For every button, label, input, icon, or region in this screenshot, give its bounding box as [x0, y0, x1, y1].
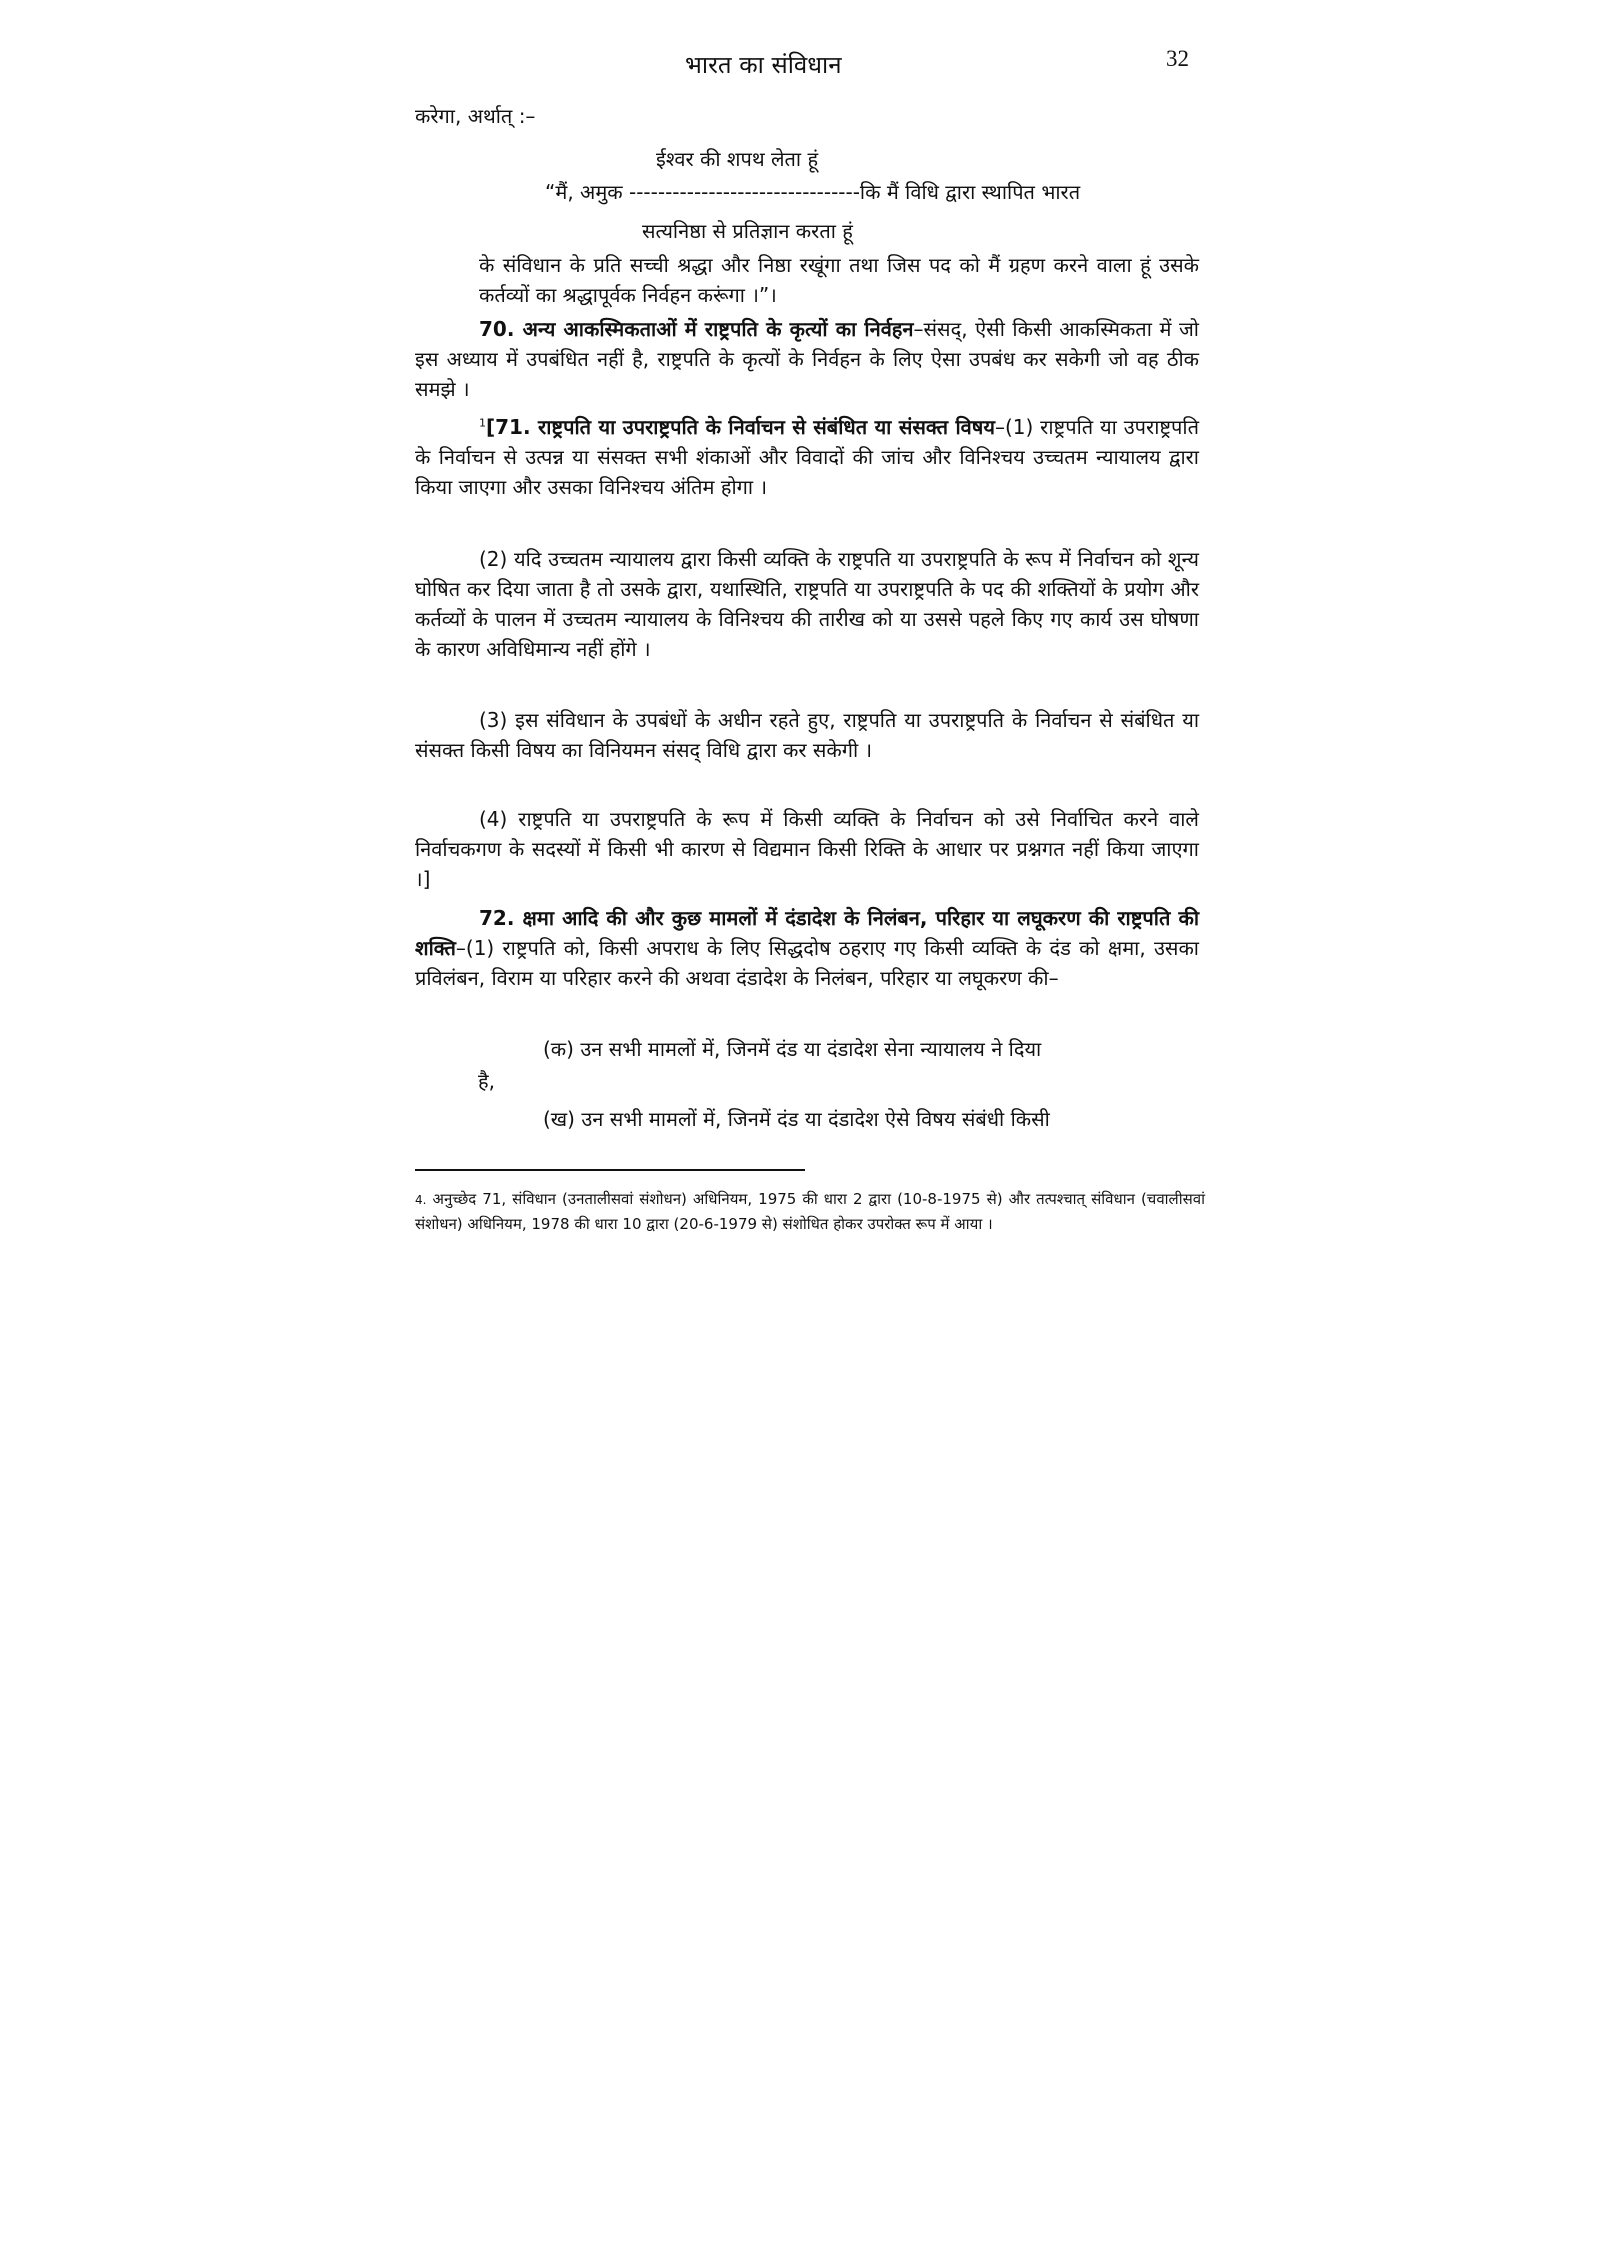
article-71-heading: [71. राष्ट्रपति या उपराष्ट्रपति के निर्वाचन से संबंधित या संसक्त विषय: [486, 415, 995, 439]
oath-ending: के संविधान के प्रति सच्ची श्रद्धा और निष्ठा रखूंगा तथा जिस पद को मैं ग्रहण करने वाला हूं उसके कर्तव्यों का श्रद्धापूर्वक निर्वहन करूंगा ।”।: [479, 253, 1199, 307]
footnote-marker: 4.: [415, 1193, 427, 1207]
footnote-separator: [415, 1169, 805, 1171]
oath-alternative-top: ईश्वर की शपथ लेता हूं: [656, 147, 819, 171]
footnote-reference: 1: [479, 416, 486, 430]
article-72-text: –(1) राष्ट्रपति को, किसी अपराध के लिए सिद्धदोष ठहराए गए किसी व्यक्ति के दंड को क्षमा, उसका प्रविलंबन, विराम या परिहार करने की अथवा दंडादेश के निलंबन, परिहार या लघूकरण की–: [415, 936, 1199, 990]
footnote-text: अनुच्छेद 71, संविधान (उनतालीसवां संशोधन) अधिनियम, 1975 की धारा 2 द्वारा (10-8-1975 से) और तत्पश्चात् संविधान (चवालीसवां संशोधन) अधिनियम, 1978 की धारा 10 द्वारा (20-6-1979 से) संशोधित होकर उपरोक्त रूप में आया ।: [415, 1190, 1205, 1233]
article-71-text: –(1) राष्ट्रपति या उपराष्ट्रपति के निर्वाचन से उत्पन्न या संसक्त सभी शंकाओं और विवादों की जांच और विनिश्चय उच्चतम न्यायालय द्वारा किया जाएगा और उसका विनिश्चय अंतिम होगा ।: [415, 415, 1199, 499]
running-header-title: भारत का संविधान: [685, 51, 842, 79]
article-71-clause-4: (4) राष्ट्रपति या उपराष्ट्रपति के रूप में किसी व्यक्ति के निर्वाचन को उसे निर्वाचित करने वाले निर्वाचकगण के सदस्यों में किसी भी कारण से विद्यमान किसी रिक्ति के आधार पर प्रश्नगत नहीं किया जाएगा ।]: [415, 807, 1199, 891]
oath-intro: करेगा, अर्थात् :–: [415, 104, 536, 128]
article-70: [415, 314, 1199, 404]
page-number: 32: [1166, 46, 1189, 71]
oath-main-line: “मैं, अमुक --------------------------------कि मैं विधि द्वारा स्थापित भारत: [545, 180, 1081, 204]
article-72-item-ka-continuation: है,: [478, 1069, 495, 1093]
article-72-item-kha: (ख) उन सभी मामलों में, जिनमें दंड या दंडादेश ऐसे विषय संबंधी किसी: [543, 1107, 1050, 1131]
article-71-clause-3: (3) इस संविधान के उपबंधों के अधीन रहते हुए, राष्ट्रपति या उपराष्ट्रपति के निर्वाचन से संबंधित या संसक्त किसी विषय का विनियमन संसद् विधि द्वारा कर सकेगी ।: [415, 708, 1199, 762]
article-70-heading: 70. अन्य आकस्मिकताओं में राष्ट्रपति के कृत्यों का निर्वहन: [479, 317, 914, 341]
oath-alternative-bottom: सत्यनिष्ठा से प्रतिज्ञान करता हूं: [642, 219, 853, 243]
article-72-item-ka: (क) उन सभी मामलों में, जिनमें दंड या दंडादेश सेना न्यायालय ने दिया: [543, 1037, 1042, 1061]
article-70-text: –संसद्, ऐसी किसी आकस्मिकता में जो इस अध्याय में उपबंधित नहीं है, राष्ट्रपति के कृत्यों के निर्वहन के लिए ऐसा उपबंध कर सकेगी जो वह ठीक समझे ।: [415, 317, 1199, 401]
article-71-clause-2: (2) यदि उच्चतम न्यायालय द्वारा किसी व्यक्ति के राष्ट्रपति या उपराष्ट्रपति के रूप में निर्वाचन को शून्य घोषित कर दिया जाता है तो उसके द्वारा, यथास्थिति, राष्ट्रपति या उपराष्ट्रपति के पद की शक्तियों के प्रयोग और कर्तव्यों के पालन में उच्चतम न्यायालय के विनिश्चय की तारीख को या उससे पहले किए गए कार्य उस घोषणा के कारण अविधिमान्य नहीं होंगे ।: [415, 547, 1199, 661]
footnote: [415, 1187, 1205, 1236]
article-72: [415, 903, 1199, 993]
article-72-heading: 72. क्षमा आदि की और कुछ मामलों में दंडादेश के निलंबन, परिहार या लघूकरण की राष्ट्रपति की शक्ति: [415, 906, 1199, 960]
article-71: [415, 412, 1199, 502]
